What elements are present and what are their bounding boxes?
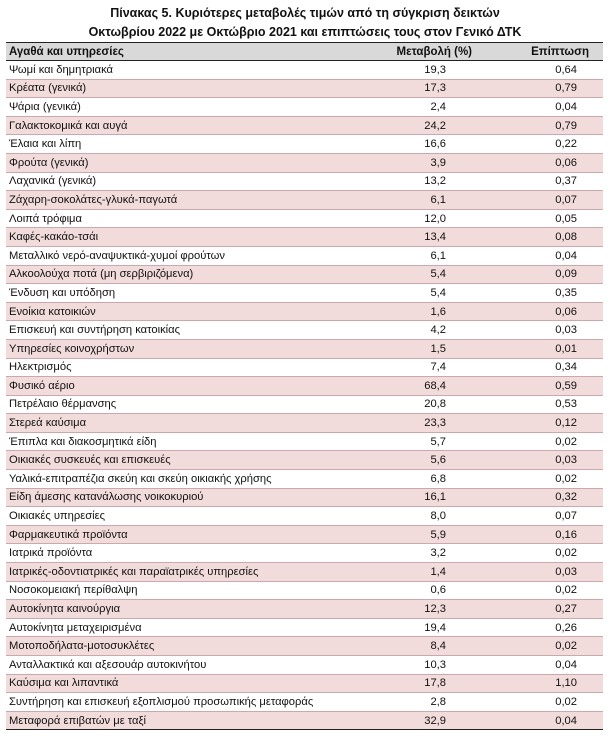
row-change: 17,3 <box>366 79 486 98</box>
table-row <box>6 414 603 433</box>
row-item: Κρέατα (γενικά) <box>6 79 366 98</box>
row-impact: 0,08 <box>486 228 603 247</box>
row-impact: 0,04 <box>486 98 603 117</box>
row-item: Αλκοολούχα ποτά (μη σερβιριζόμενα) <box>6 265 366 284</box>
row-item: Μεταλλικό νερό-αναψυκτικά-χυμοί φρούτων <box>6 246 366 265</box>
table-row <box>6 432 603 451</box>
row-impact: 0,53 <box>486 395 603 414</box>
table-row <box>6 451 603 470</box>
table-row <box>6 265 603 284</box>
row-impact: 0,06 <box>486 302 603 321</box>
table-row <box>6 544 603 563</box>
table-title-line-1: Πίνακας 5. Κυριότερες μεταβολές τιμών από τη σύγκριση δεικτών <box>110 6 500 20</box>
table-row <box>6 321 603 340</box>
row-change: 19,3 <box>366 61 486 80</box>
table-row <box>6 507 603 526</box>
row-item: Ηλεκτρισμός <box>6 358 366 377</box>
row-item: Ζάχαρη-σοκολάτες-γλυκά-παγωτά <box>6 191 366 210</box>
table-row <box>6 209 603 228</box>
row-impact: 0,05 <box>486 209 603 228</box>
table-row <box>6 395 603 414</box>
header-row <box>6 43 603 61</box>
row-change: 5,7 <box>366 432 486 451</box>
row-change: 0,6 <box>366 581 486 600</box>
row-impact: 0,37 <box>486 172 603 191</box>
row-impact: 0,02 <box>486 693 603 712</box>
row-impact: 0,22 <box>486 135 603 154</box>
table-row <box>6 191 603 210</box>
row-change: 2,4 <box>366 98 486 117</box>
row-impact: 0,09 <box>486 265 603 284</box>
table-row <box>6 228 603 247</box>
table-row <box>6 674 603 693</box>
row-change: 16,6 <box>366 135 486 154</box>
row-item: Συντήρηση και επισκευή εξοπλισμού προσωπικής μεταφοράς <box>6 693 366 712</box>
table-row <box>6 693 603 712</box>
row-change: 20,8 <box>366 395 486 414</box>
row-change: 6,1 <box>366 246 486 265</box>
row-item: Επισκευή και συντήρηση κατοικίας <box>6 321 366 340</box>
row-item: Υπηρεσίες κοινοχρήστων <box>6 339 366 358</box>
row-item: Οικιακές συσκευές και επισκευές <box>6 451 366 470</box>
row-change: 1,5 <box>366 339 486 358</box>
row-item: Αυτοκίνητα καινούργια <box>6 600 366 619</box>
row-impact: 0,02 <box>486 544 603 563</box>
row-impact: 0,03 <box>486 451 603 470</box>
table-row <box>6 470 603 489</box>
row-impact: 0,07 <box>486 191 603 210</box>
row-change: 5,4 <box>366 284 486 303</box>
table-row <box>6 302 603 321</box>
table-row <box>6 656 603 675</box>
row-impact: 0,02 <box>486 637 603 656</box>
table-row <box>6 488 603 507</box>
row-change: 5,4 <box>366 265 486 284</box>
row-item: Οικιακές υπηρεσίες <box>6 507 366 526</box>
row-change: 1,6 <box>366 302 486 321</box>
table-title <box>0 0 610 42</box>
row-impact: 0,35 <box>486 284 603 303</box>
row-change: 16,1 <box>366 488 486 507</box>
row-change: 68,4 <box>366 377 486 396</box>
row-change: 12,0 <box>366 209 486 228</box>
row-change: 10,3 <box>366 656 486 675</box>
row-item: Έπιπλα και διακοσμητικά είδη <box>6 432 366 451</box>
row-item: Φυσικό αέριο <box>6 377 366 396</box>
row-impact: 0,64 <box>486 61 603 80</box>
table-body <box>6 61 603 730</box>
row-impact: 0,01 <box>486 339 603 358</box>
header-impact: Επίπτωση <box>486 43 603 61</box>
row-item: Στερεά καύσιμα <box>6 414 366 433</box>
row-item: Καύσιμα και λιπαντικά <box>6 674 366 693</box>
row-item: Ψωμί και δημητριακά <box>6 61 366 80</box>
table-row <box>6 98 603 117</box>
row-change: 3,2 <box>366 544 486 563</box>
table-row <box>6 563 603 582</box>
row-change: 6,1 <box>366 191 486 210</box>
row-impact: 0,06 <box>486 153 603 172</box>
table-row <box>6 711 603 730</box>
row-impact: 0,04 <box>486 246 603 265</box>
row-impact: 0,27 <box>486 600 603 619</box>
table-row <box>6 618 603 637</box>
table-row <box>6 116 603 135</box>
row-change: 7,4 <box>366 358 486 377</box>
table-row <box>6 358 603 377</box>
row-change: 24,2 <box>366 116 486 135</box>
row-impact: 1,10 <box>486 674 603 693</box>
row-impact: 0,07 <box>486 507 603 526</box>
row-item: Αυτοκίνητα μεταχειρισμένα <box>6 618 366 637</box>
row-item: Μοτοποδήλατα-μοτοσυκλέτες <box>6 637 366 656</box>
row-impact: 0,26 <box>486 618 603 637</box>
row-change: 32,9 <box>366 711 486 730</box>
table-row <box>6 246 603 265</box>
table-row <box>6 600 603 619</box>
row-impact: 0,04 <box>486 711 603 730</box>
row-impact: 0,12 <box>486 414 603 433</box>
row-change: 23,3 <box>366 414 486 433</box>
row-impact: 0,79 <box>486 79 603 98</box>
row-impact: 0,02 <box>486 432 603 451</box>
row-change: 12,3 <box>366 600 486 619</box>
row-change: 2,8 <box>366 693 486 712</box>
row-change: 5,6 <box>366 451 486 470</box>
table-row <box>6 377 603 396</box>
row-item: Ενοίκια κατοικιών <box>6 302 366 321</box>
row-item: Νοσοκομειακή περίθαλψη <box>6 581 366 600</box>
row-impact: 0,79 <box>486 116 603 135</box>
table-row <box>6 581 603 600</box>
row-impact: 0,32 <box>486 488 603 507</box>
row-change: 19,4 <box>366 618 486 637</box>
row-item: Ιατρικά προϊόντα <box>6 544 366 563</box>
header-change: Μεταβολή (%) <box>366 43 486 61</box>
row-change: 5,9 <box>366 525 486 544</box>
row-change: 8,4 <box>366 637 486 656</box>
row-item: Καφές-κακάο-τσάι <box>6 228 366 247</box>
table-row <box>6 61 603 80</box>
row-change: 8,0 <box>366 507 486 526</box>
row-item: Ιατρικές-οδοντιατρικές και παραϊατρικές υπηρεσίες <box>6 563 366 582</box>
row-impact: 0,02 <box>486 470 603 489</box>
row-item: Ανταλλακτικά και αξεσουάρ αυτοκινήτου <box>6 656 366 675</box>
row-change: 6,8 <box>366 470 486 489</box>
row-item: Πετρέλαιο θέρμανσης <box>6 395 366 414</box>
table-row <box>6 525 603 544</box>
row-item: Λοιπά τρόφιμα <box>6 209 366 228</box>
row-impact: 0,03 <box>486 563 603 582</box>
table-row <box>6 172 603 191</box>
row-change: 13,2 <box>366 172 486 191</box>
row-item: Μεταφορά επιβατών με ταξί <box>6 711 366 730</box>
row-item: Λαχανικά (γενικά) <box>6 172 366 191</box>
row-item: Υαλικά-επιτραπέζια σκεύη και σκεύη οικιακής χρήσης <box>6 470 366 489</box>
row-item: Γαλακτοκομικά και αυγά <box>6 116 366 135</box>
row-impact: 0,02 <box>486 581 603 600</box>
row-impact: 0,16 <box>486 525 603 544</box>
row-item: Φρούτα (γενικά) <box>6 153 366 172</box>
row-item: Ένδυση και υπόδηση <box>6 284 366 303</box>
row-item: Είδη άμεσης κατανάλωσης νοικοκυριού <box>6 488 366 507</box>
table-row <box>6 153 603 172</box>
row-impact: 0,03 <box>486 321 603 340</box>
table-row <box>6 79 603 98</box>
row-change: 4,2 <box>366 321 486 340</box>
row-change: 17,8 <box>366 674 486 693</box>
table-row <box>6 339 603 358</box>
row-item: Έλαια και λίπη <box>6 135 366 154</box>
row-impact: 0,34 <box>486 358 603 377</box>
row-item: Ψάρια (γενικά) <box>6 98 366 117</box>
price-changes-table <box>6 42 603 730</box>
table-row <box>6 637 603 656</box>
row-impact: 0,04 <box>486 656 603 675</box>
row-change: 13,4 <box>366 228 486 247</box>
row-change: 1,4 <box>366 563 486 582</box>
row-impact: 0,59 <box>486 377 603 396</box>
table-row <box>6 284 603 303</box>
header-item: Αγαθά και υπηρεσίες <box>6 43 366 61</box>
table-row <box>6 135 603 154</box>
table-title-line-2: Οκτωβρίου 2022 με Οκτώβριο 2021 και επιπτώσεις τους στον Γενικό ΔΤΚ <box>88 25 522 39</box>
row-change: 3,9 <box>366 153 486 172</box>
row-item: Φαρμακευτικά προϊόντα <box>6 525 366 544</box>
